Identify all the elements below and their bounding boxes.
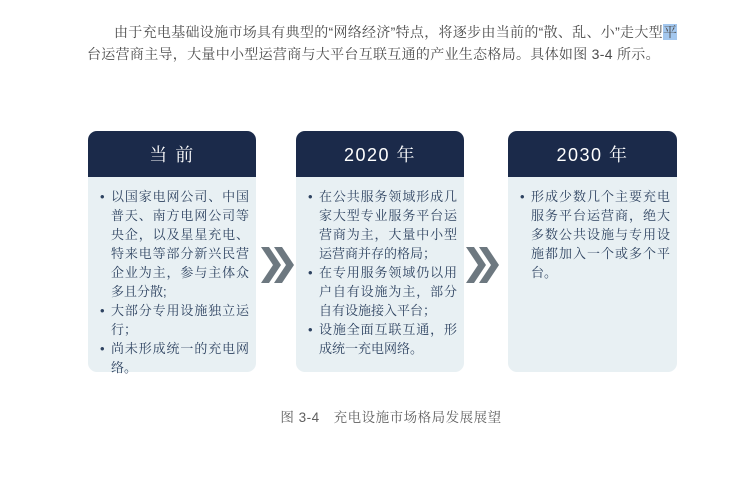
double-chevron-right-icon	[261, 247, 294, 283]
bullet-item: • 设施全面互联互通，形成统一充电网络。	[308, 320, 457, 358]
stage-body	[88, 177, 256, 377]
stage-card-current	[88, 131, 256, 375]
stage-title: 2020 年	[343, 145, 417, 165]
bullet-list	[100, 187, 249, 377]
selected-text: 平	[662, 24, 678, 40]
stage-header	[296, 131, 464, 177]
bullet-list	[308, 187, 457, 358]
stage-header	[88, 131, 256, 177]
intro-paragraph	[87, 21, 677, 65]
stage-header	[508, 131, 677, 177]
stage-body	[508, 177, 677, 282]
stage-body	[296, 177, 464, 358]
paragraph-text: 由于充电基础设施市场具有典型的“网络经济”特点，将逐步由当前的“散、乱、小”走大型	[114, 24, 663, 40]
paragraph-text: 台运营商主导，大量中小型运营商与大平台互联互通的产业生态格局。具体如图 3-4 所示。	[87, 46, 660, 62]
bullet-item: • 在专用服务领域仍以用户自有设施为主，部分自有设施接入平台；	[308, 263, 457, 320]
stage-card-2020	[296, 131, 464, 372]
stage-title: 2030 年	[556, 145, 629, 165]
bullet-item: • 在公共服务领域形成几家大型专业服务平台运营商为主，大量中小型运营商并存的格局；	[308, 187, 457, 263]
paragraph-line-1	[87, 21, 677, 43]
bullet-item: • 形成少数几个主要充电服务平台运营商，绝大多数公共设施与专用设施都加入一个或多个平台。	[520, 187, 670, 282]
bullet-item: • 尚未形成统一的充电网络。	[100, 339, 249, 377]
stage-title: 当 前	[149, 145, 195, 165]
stage-card-2030	[508, 131, 677, 372]
bullet-item: • 以国家电网公司、中国普天、南方电网公司等央企，以及星星充电、特来电等部分新兴民营企业为主，参与主体众多且分散;	[100, 187, 249, 301]
double-chevron-right-icon	[466, 247, 499, 283]
bullet-list	[520, 187, 670, 282]
figure-caption: 图 3-4 充电设施市场格局发展展望	[280, 410, 502, 425]
paragraph-line-2	[87, 43, 677, 65]
bullet-item: • 大部分专用设施独立运行；	[100, 301, 249, 339]
